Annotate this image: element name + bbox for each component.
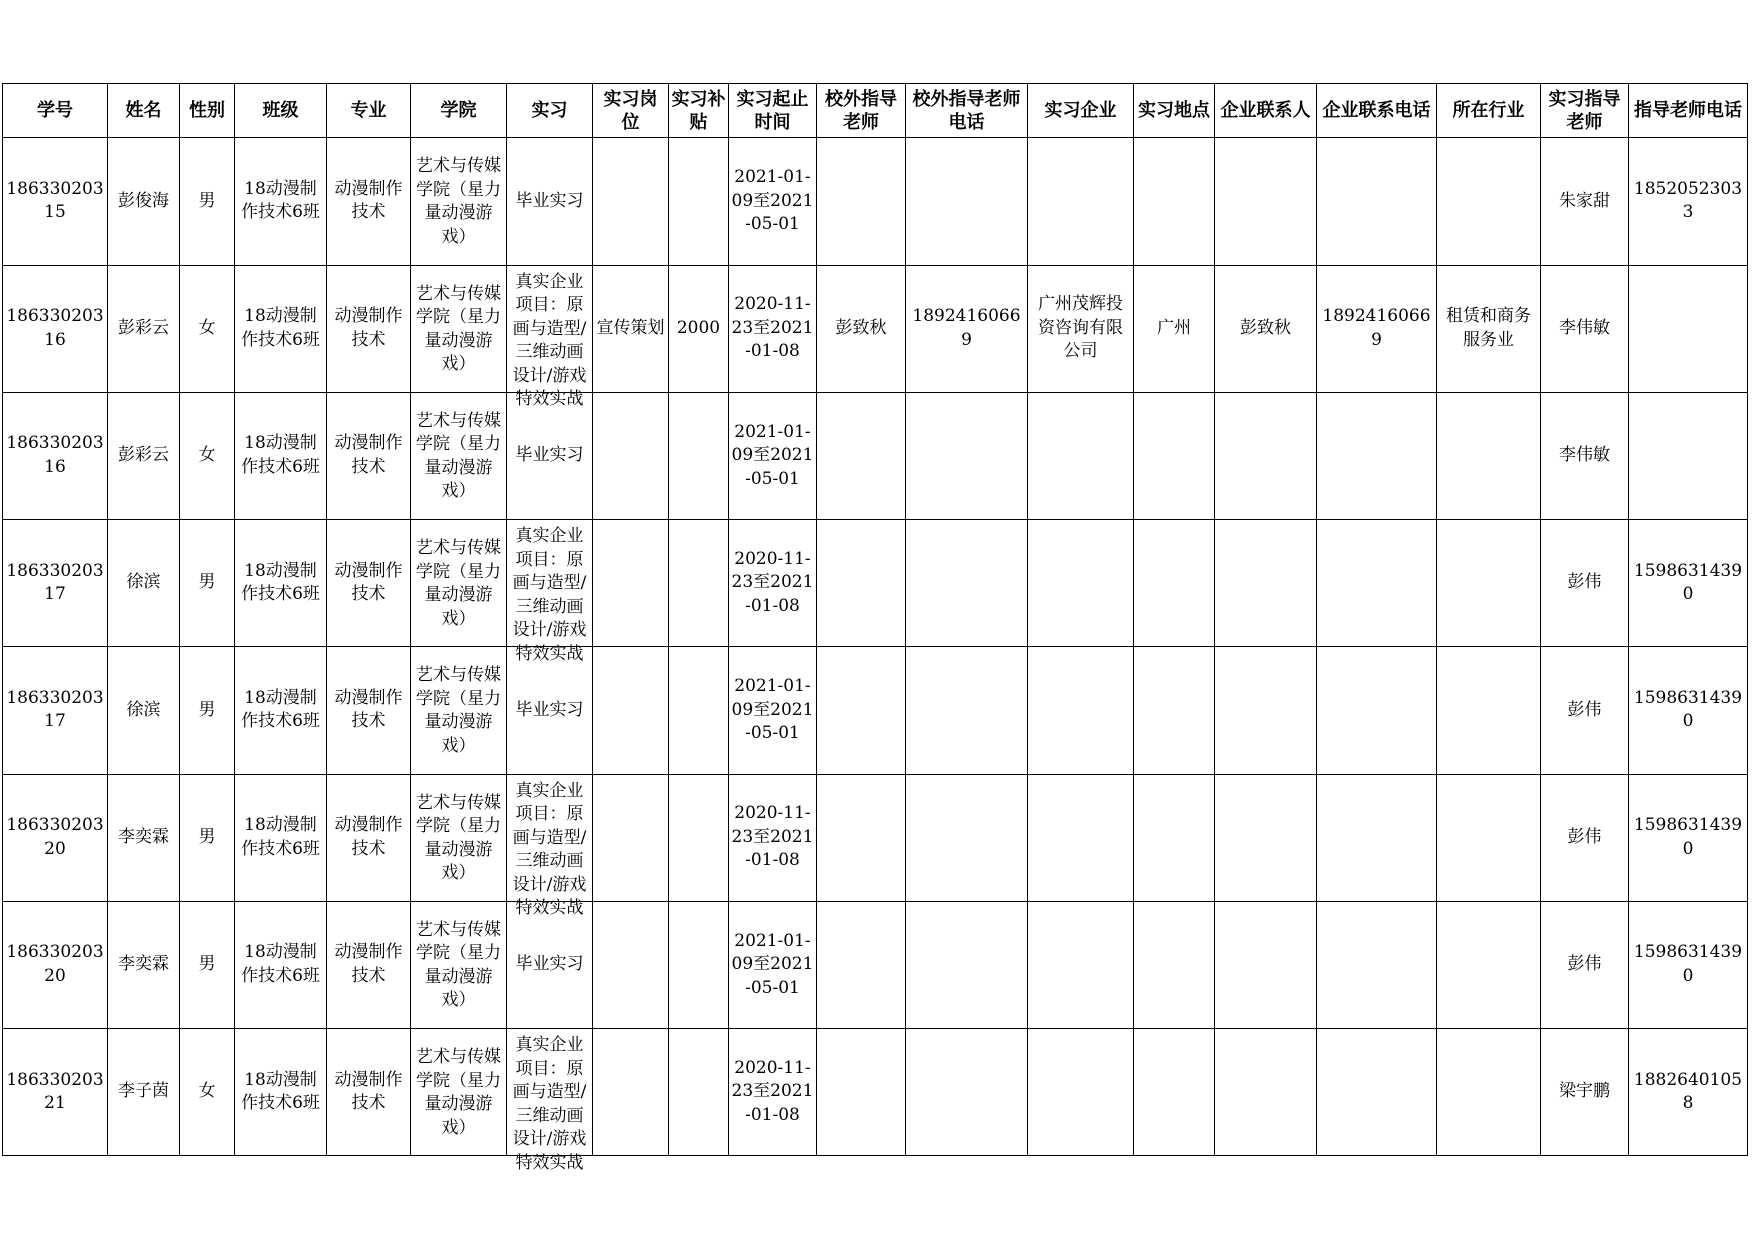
cell-teacher: 李伟敏 bbox=[1541, 392, 1629, 520]
cell-student-id: 18633020320 bbox=[3, 774, 108, 901]
cell-position bbox=[593, 647, 669, 775]
cell-gender: 女 bbox=[180, 265, 235, 392]
cell-internship-text: 毕业实习 bbox=[515, 699, 584, 720]
header-ext-mentor-phone: 校外指导老师电话 bbox=[906, 84, 1028, 138]
cell-college-text: 艺术与传媒学院（星力量动漫游戏） bbox=[416, 1047, 501, 1138]
cell-company-phone bbox=[1317, 1029, 1437, 1156]
cell-internship bbox=[507, 520, 593, 664]
cell-student-id: 18633020320 bbox=[3, 901, 108, 1029]
cell-class: 18动漫制作技术6班 bbox=[235, 774, 327, 901]
table-row bbox=[3, 392, 1748, 520]
cell-company-phone bbox=[1317, 774, 1437, 901]
cell-teacher: 朱家甜 bbox=[1541, 138, 1629, 266]
cell-company bbox=[1028, 520, 1134, 647]
cell-internship-text: 毕业实习 bbox=[515, 445, 584, 465]
cell-major: 动漫制作技术 bbox=[327, 774, 411, 901]
cell-college-text: 艺术与传媒学院（星力量动漫游戏） bbox=[416, 410, 501, 502]
cell-gender: 女 bbox=[180, 392, 235, 520]
cell-industry bbox=[1437, 1029, 1541, 1156]
header-industry: 所在行业 bbox=[1437, 84, 1541, 138]
cell-college-text: 艺术与传媒学院（星力量动漫游戏） bbox=[416, 665, 501, 756]
cell-company-phone bbox=[1317, 520, 1437, 647]
cell-subsidy: 2000 bbox=[669, 265, 729, 392]
cell-industry: 租赁和商务服务业 bbox=[1437, 265, 1541, 392]
cell-student-id: 18633020321 bbox=[3, 1029, 108, 1156]
cell-gender: 男 bbox=[180, 138, 235, 266]
cell-ext-mentor bbox=[817, 520, 906, 647]
cell-internship-text: 毕业实习 bbox=[515, 190, 584, 211]
cell-major: 动漫制作技术 bbox=[327, 901, 411, 1029]
cell-industry bbox=[1437, 774, 1541, 901]
cell-teacher-phone: 15986314390 bbox=[1629, 520, 1748, 647]
cell-company-phone bbox=[1317, 647, 1437, 775]
cell-position bbox=[593, 138, 669, 266]
cell-gender: 男 bbox=[180, 520, 235, 647]
cell-internship-text: 真实企业项目：原画与造型/三维动画设计/游戏特效实战 bbox=[512, 780, 587, 918]
cell-ext-mentor-phone bbox=[906, 774, 1028, 901]
cell-company-phone bbox=[1317, 392, 1437, 520]
cell-company-contact bbox=[1215, 1029, 1317, 1156]
cell-company-contact: 彭致秋 bbox=[1215, 265, 1317, 392]
cell-class: 18动漫制作技术6班 bbox=[235, 138, 327, 266]
cell-company-contact bbox=[1215, 520, 1317, 647]
cell-ext-mentor bbox=[817, 901, 906, 1029]
cell-college bbox=[411, 647, 507, 775]
cell-company-contact bbox=[1215, 774, 1317, 901]
table-row bbox=[3, 774, 1748, 901]
cell-ext-mentor bbox=[817, 1029, 906, 1156]
cell-ext-mentor-phone bbox=[906, 647, 1028, 775]
cell-location bbox=[1134, 392, 1215, 520]
header-student-id: 学号 bbox=[3, 84, 108, 138]
cell-subsidy bbox=[669, 1029, 729, 1156]
cell-name: 彭彩云 bbox=[108, 265, 180, 392]
cell-subsidy bbox=[669, 392, 729, 520]
header-internship: 实习 bbox=[507, 84, 593, 138]
header-company: 实习企业 bbox=[1028, 84, 1134, 138]
cell-period: 2020-11-23至2021-01-08 bbox=[729, 774, 817, 901]
cell-internship bbox=[507, 774, 593, 918]
cell-company bbox=[1028, 392, 1134, 520]
cell-teacher: 彭伟 bbox=[1541, 520, 1629, 647]
header-company-contact: 企业联系人 bbox=[1215, 84, 1317, 138]
cell-company-contact bbox=[1215, 901, 1317, 1029]
cell-ext-mentor bbox=[817, 138, 906, 266]
cell-position: 宣传策划 bbox=[593, 265, 669, 392]
cell-industry bbox=[1437, 901, 1541, 1029]
cell-company-contact bbox=[1215, 392, 1317, 520]
cell-teacher-phone bbox=[1629, 265, 1748, 392]
cell-internship bbox=[507, 1029, 593, 1173]
cell-ext-mentor-phone bbox=[906, 901, 1028, 1029]
header-location: 实习地点 bbox=[1134, 84, 1215, 138]
header-company-phone: 企业联系电话 bbox=[1317, 84, 1437, 138]
cell-class: 18动漫制作技术6班 bbox=[235, 1029, 327, 1156]
cell-position bbox=[593, 774, 669, 901]
header-class: 班级 bbox=[235, 84, 327, 138]
cell-period: 2021-01-09至2021-05-01 bbox=[729, 647, 817, 775]
cell-subsidy bbox=[669, 647, 729, 775]
cell-name: 徐滨 bbox=[108, 520, 180, 647]
header-row bbox=[3, 84, 1748, 138]
cell-company bbox=[1028, 1029, 1134, 1156]
header-period: 实习起止时间 bbox=[729, 84, 817, 138]
cell-ext-mentor bbox=[817, 774, 906, 901]
cell-major: 动漫制作技术 bbox=[327, 1029, 411, 1156]
cell-teacher-phone: 15986314390 bbox=[1629, 647, 1748, 775]
cell-college bbox=[411, 1029, 507, 1156]
cell-name: 徐滨 bbox=[108, 647, 180, 775]
cell-ext-mentor-phone bbox=[906, 1029, 1028, 1156]
cell-name: 李奕霖 bbox=[108, 901, 180, 1029]
cell-company-contact bbox=[1215, 647, 1317, 775]
cell-college-text: 艺术与传媒学院（星力量动漫游戏） bbox=[416, 283, 501, 374]
cell-gender: 男 bbox=[180, 774, 235, 901]
cell-teacher: 梁宇鹏 bbox=[1541, 1029, 1629, 1156]
cell-period: 2020-11-23至2021-01-08 bbox=[729, 520, 817, 647]
cell-major: 动漫制作技术 bbox=[327, 520, 411, 647]
cell-company: 广州茂辉投资咨询有限公司 bbox=[1028, 265, 1134, 392]
table-row bbox=[3, 265, 1748, 392]
cell-name: 彭彩云 bbox=[108, 392, 180, 520]
header-gender: 性别 bbox=[180, 84, 235, 138]
cell-subsidy bbox=[669, 138, 729, 266]
cell-gender: 女 bbox=[180, 1029, 235, 1156]
cell-student-id: 18633020316 bbox=[3, 392, 108, 520]
cell-location bbox=[1134, 520, 1215, 647]
cell-ext-mentor-phone bbox=[906, 392, 1028, 520]
header-name: 姓名 bbox=[108, 84, 180, 138]
cell-location bbox=[1134, 1029, 1215, 1156]
cell-position bbox=[593, 520, 669, 647]
cell-ext-mentor: 彭致秋 bbox=[817, 265, 906, 392]
cell-teacher: 李伟敏 bbox=[1541, 265, 1629, 392]
header-college: 学院 bbox=[411, 84, 507, 138]
cell-student-id: 18633020317 bbox=[3, 520, 108, 647]
header-subsidy: 实习补贴 bbox=[669, 84, 729, 138]
cell-internship-text: 真实企业项目：原画与造型/三维动画设计/游戏特效实战 bbox=[512, 526, 587, 664]
cell-internship-text: 真实企业项目：原画与造型/三维动画设计/游戏特效实战 bbox=[512, 1035, 587, 1173]
cell-student-id: 18633020316 bbox=[3, 265, 108, 392]
cell-college bbox=[411, 392, 507, 520]
cell-college bbox=[411, 138, 507, 266]
internship-table bbox=[2, 83, 1748, 1173]
cell-company-phone: 18924160669 bbox=[1317, 265, 1437, 392]
cell-major: 动漫制作技术 bbox=[327, 647, 411, 775]
cell-class: 18动漫制作技术6班 bbox=[235, 647, 327, 775]
header-ext-mentor: 校外指导老师 bbox=[817, 84, 906, 138]
cell-class: 18动漫制作技术6班 bbox=[235, 520, 327, 647]
cell-college-text: 艺术与传媒学院（星力量动漫游戏） bbox=[416, 538, 501, 629]
cell-subsidy bbox=[669, 520, 729, 647]
cell-company-contact bbox=[1215, 138, 1317, 266]
cell-internship-text: 真实企业项目：原画与造型/三维动画设计/游戏特效实战 bbox=[512, 271, 587, 409]
cell-location bbox=[1134, 901, 1215, 1029]
cell-class: 18动漫制作技术6班 bbox=[235, 901, 327, 1029]
cell-subsidy bbox=[669, 774, 729, 901]
cell-college bbox=[411, 774, 507, 901]
cell-gender: 男 bbox=[180, 647, 235, 775]
cell-company bbox=[1028, 901, 1134, 1029]
cell-teacher-phone: 15986314390 bbox=[1629, 901, 1748, 1029]
cell-location bbox=[1134, 138, 1215, 266]
cell-major: 动漫制作技术 bbox=[327, 138, 411, 266]
cell-student-id: 18633020317 bbox=[3, 647, 108, 775]
cell-teacher-phone: 18520523033 bbox=[1629, 138, 1748, 266]
cell-teacher: 彭伟 bbox=[1541, 774, 1629, 901]
cell-name: 彭俊海 bbox=[108, 138, 180, 266]
cell-major: 动漫制作技术 bbox=[327, 265, 411, 392]
cell-class: 18动漫制作技术6班 bbox=[235, 392, 327, 520]
table-row bbox=[3, 520, 1748, 647]
table-row bbox=[3, 647, 1748, 775]
cell-company-phone bbox=[1317, 138, 1437, 266]
table-row bbox=[3, 138, 1748, 266]
table-row bbox=[3, 1029, 1748, 1156]
cell-internship bbox=[507, 265, 593, 409]
cell-student-id: 18633020315 bbox=[3, 138, 108, 266]
cell-teacher-phone: 15986314390 bbox=[1629, 774, 1748, 901]
cell-company bbox=[1028, 138, 1134, 266]
cell-industry bbox=[1437, 392, 1541, 520]
cell-class: 18动漫制作技术6班 bbox=[235, 265, 327, 392]
cell-teacher: 彭伟 bbox=[1541, 901, 1629, 1029]
header-teacher: 实习指导老师 bbox=[1541, 84, 1629, 138]
cell-period: 2021-01-09至2021-05-01 bbox=[729, 392, 817, 520]
cell-company bbox=[1028, 774, 1134, 901]
cell-company-phone bbox=[1317, 901, 1437, 1029]
cell-location: 广州 bbox=[1134, 265, 1215, 392]
cell-period: 2020-11-23至2021-01-08 bbox=[729, 265, 817, 392]
cell-teacher-phone bbox=[1629, 392, 1748, 520]
cell-major: 动漫制作技术 bbox=[327, 392, 411, 520]
cell-internship bbox=[507, 138, 593, 266]
cell-college-text: 艺术与传媒学院（星力量动漫游戏） bbox=[416, 919, 501, 1011]
cell-industry bbox=[1437, 647, 1541, 775]
cell-location bbox=[1134, 774, 1215, 901]
cell-ext-mentor bbox=[817, 647, 906, 775]
cell-name: 李奕霖 bbox=[108, 774, 180, 901]
cell-industry bbox=[1437, 520, 1541, 647]
cell-position bbox=[593, 1029, 669, 1156]
cell-gender: 男 bbox=[180, 901, 235, 1029]
cell-ext-mentor-phone bbox=[906, 138, 1028, 266]
table-row bbox=[3, 901, 1748, 1029]
cell-position bbox=[593, 901, 669, 1029]
cell-ext-mentor-phone bbox=[906, 520, 1028, 647]
cell-subsidy bbox=[669, 901, 729, 1029]
cell-college-text: 艺术与传媒学院（星力量动漫游戏） bbox=[416, 792, 501, 883]
cell-ext-mentor-phone: 18924160669 bbox=[906, 265, 1028, 392]
cell-period: 2021-01-09至2021-05-01 bbox=[729, 138, 817, 266]
cell-college bbox=[411, 520, 507, 647]
cell-ext-mentor bbox=[817, 392, 906, 520]
cell-period: 2020-11-23至2021-01-08 bbox=[729, 1029, 817, 1156]
header-position: 实习岗位 bbox=[593, 84, 669, 138]
cell-position bbox=[593, 392, 669, 520]
cell-location bbox=[1134, 647, 1215, 775]
cell-industry bbox=[1437, 138, 1541, 266]
cell-college-text: 艺术与传媒学院（星力量动漫游戏） bbox=[416, 156, 501, 247]
header-teacher-phone: 指导老师电话 bbox=[1629, 84, 1748, 138]
cell-teacher: 彭伟 bbox=[1541, 647, 1629, 775]
cell-period: 2021-01-09至2021-05-01 bbox=[729, 901, 817, 1029]
cell-name: 李子茵 bbox=[108, 1029, 180, 1156]
cell-internship-text: 毕业实习 bbox=[515, 954, 584, 974]
header-major: 专业 bbox=[327, 84, 411, 138]
cell-teacher-phone: 18826401058 bbox=[1629, 1029, 1748, 1156]
cell-college bbox=[411, 265, 507, 392]
cell-college bbox=[411, 901, 507, 1029]
cell-company bbox=[1028, 647, 1134, 775]
